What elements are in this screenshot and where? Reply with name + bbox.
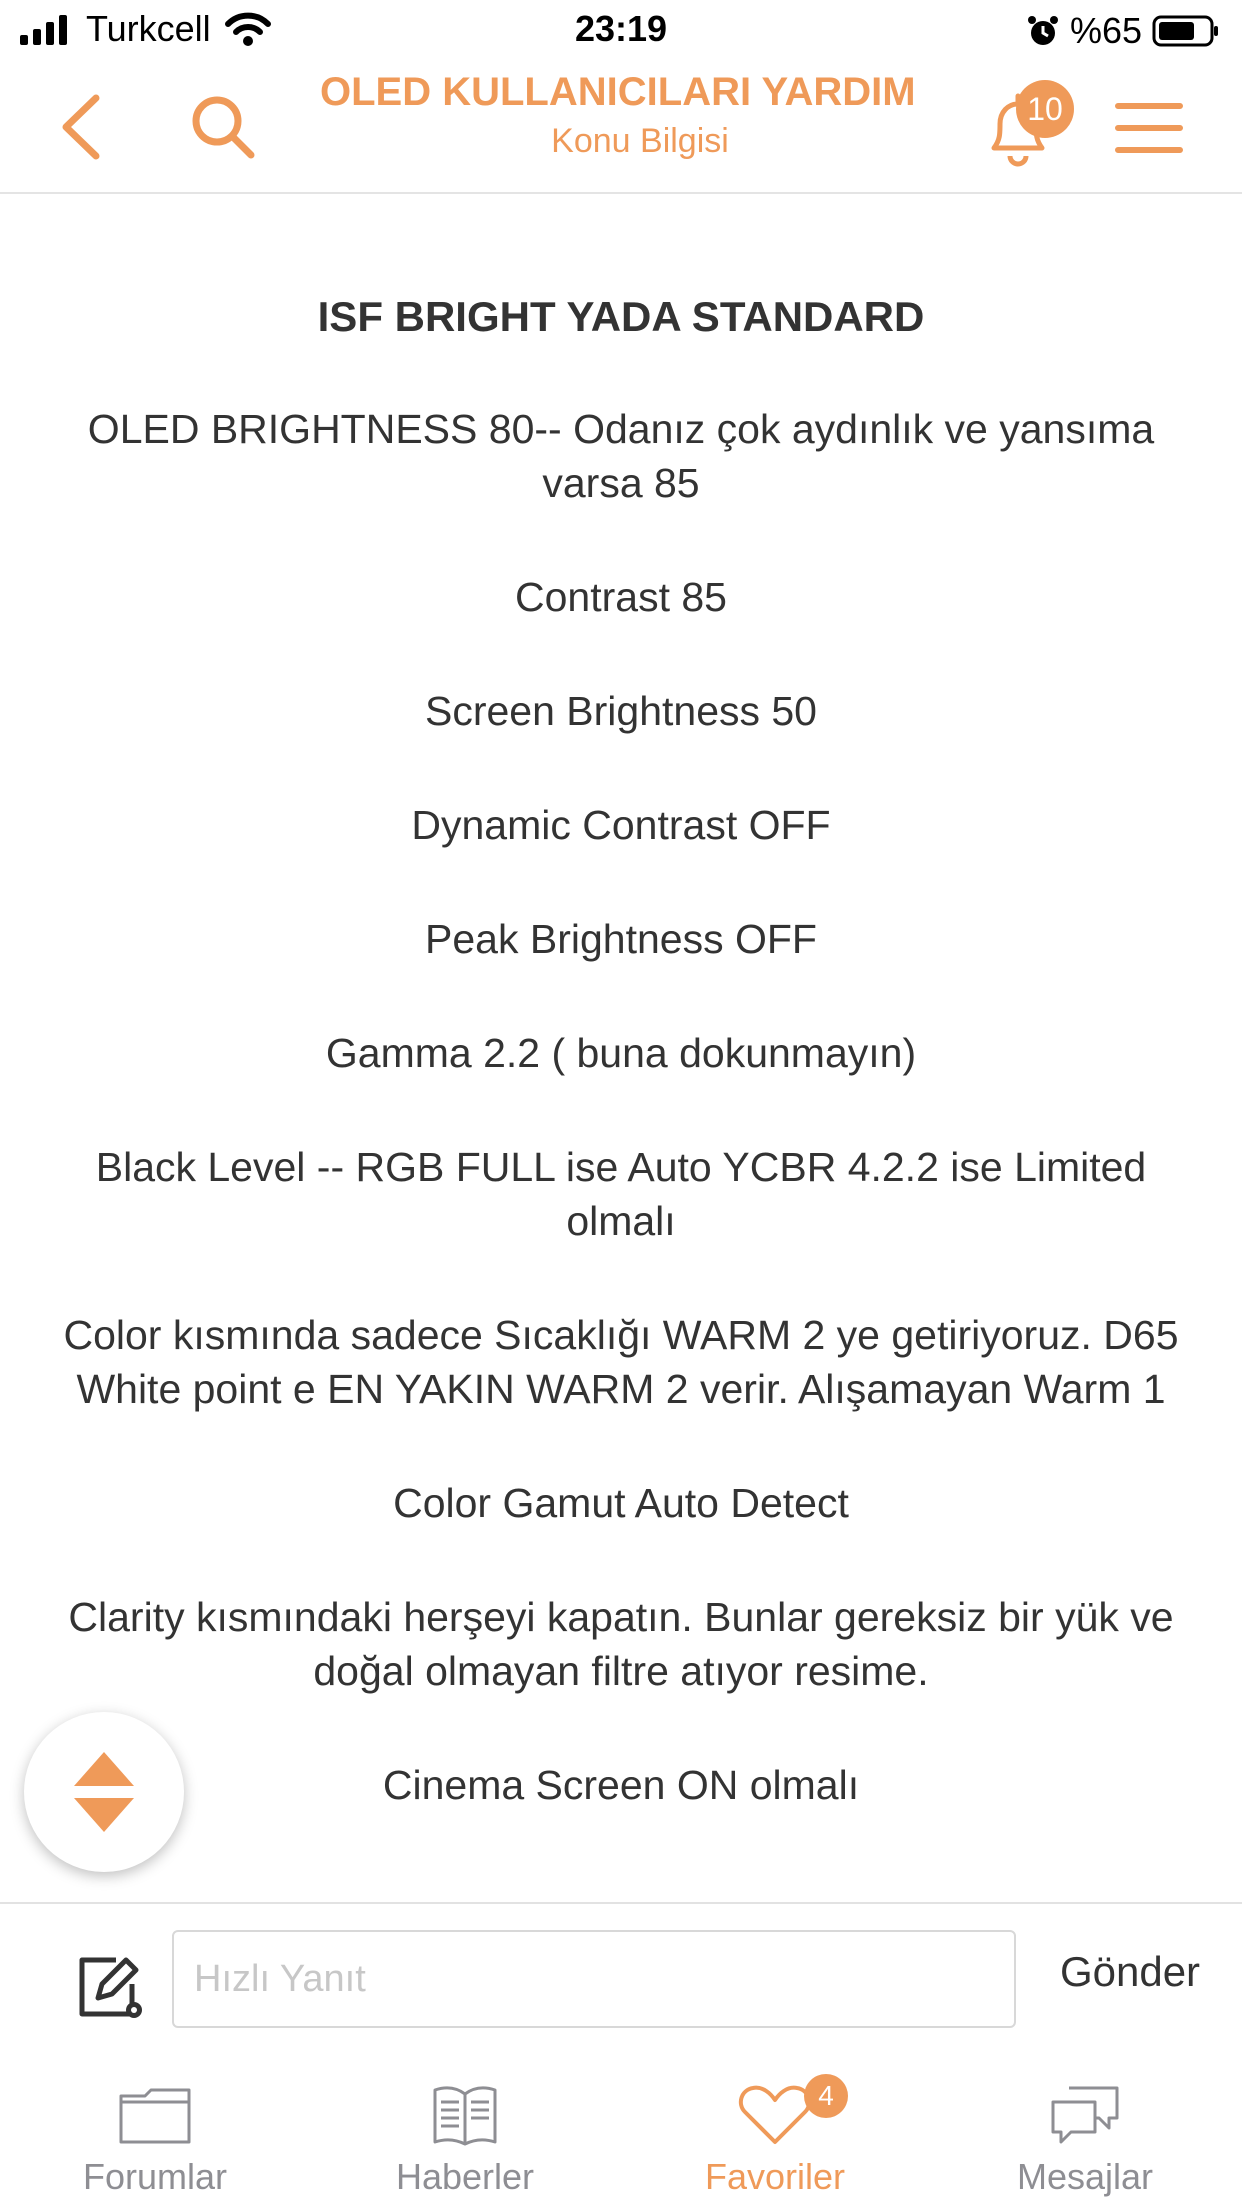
compose-settings-icon[interactable] (74, 1952, 148, 2022)
status-bar (0, 0, 1242, 62)
post-line: Clarity kısmındaki herşeyi kapatın. Bunlar gereksiz bir yük ve doğal olmayan filtre atıyor resime. (68, 1594, 1174, 1694)
post-lines (40, 402, 1202, 1812)
post-line: Peak Brightness OFF (425, 916, 817, 962)
battery-percent: %65 (1069, 10, 1142, 51)
newspaper-icon (425, 2082, 505, 2148)
thread-subtitle: Konu Bilgisi (551, 122, 729, 160)
chat-icon (1045, 2082, 1125, 2148)
back-chevron-icon[interactable] (52, 92, 112, 162)
search-icon[interactable] (188, 92, 258, 162)
tab-label: Mesajlar (1016, 2156, 1154, 2197)
scroll-toggle-button[interactable] (24, 1712, 184, 1872)
post-content (40, 290, 1202, 1872)
notification-badge[interactable]: 10 (1016, 80, 1074, 138)
tab-haberler[interactable] (310, 2062, 620, 2208)
hamburger-menu-icon[interactable] (1114, 98, 1184, 158)
post-line: Color kısmında sadece Sıcaklığı WARM 2 ye getiriyoruz. D65 White point e EN YAKIN WARM 2 verir. Alışamayan Warm 1 (63, 1312, 1179, 1412)
post-line: Color Gamut Auto Detect (393, 1480, 849, 1526)
tab-label: Forumlar (82, 2156, 228, 2197)
thread-title: OLED KULLANICILARI YARDIM (320, 70, 916, 114)
heart-icon (735, 2082, 815, 2148)
status-time: 23:19 (574, 8, 668, 49)
post-line: Screen Brightness 50 (424, 688, 817, 734)
send-button[interactable]: Gönder (1040, 1948, 1220, 1996)
quick-reply-input[interactable] (172, 1930, 1016, 2028)
status-right (1026, 10, 1220, 52)
favorites-badge: 4 (804, 2074, 848, 2118)
post-line: Contrast 85 (515, 574, 727, 620)
tab-forumlar[interactable] (0, 2062, 310, 2208)
tab-mesajlar[interactable] (930, 2062, 1240, 2208)
post-heading: ISF BRIGHT YADA STANDARD (317, 293, 925, 340)
tab-label: Favoriler (704, 2156, 846, 2197)
post-line: Black Level -- RGB FULL ise Auto YCBR 4.2.2 ise Limited olmalı (95, 1144, 1147, 1244)
tab-label: Haberler (395, 2156, 535, 2197)
scroll-arrows-icon (68, 1748, 140, 1836)
carrier-name: Turkcell (86, 8, 211, 49)
post-line: Cinema Screen ON olmalı (382, 1762, 860, 1808)
battery-icon (1152, 14, 1220, 48)
quick-reply-bar (0, 1902, 1242, 2064)
tab-favoriler[interactable] (620, 2062, 930, 2208)
alarm-icon (1026, 14, 1060, 48)
nav-bar (0, 62, 1242, 194)
post-line: Gamma 2.2 ( buna dokunmayın) (325, 1030, 917, 1076)
post-line: OLED BRIGHTNESS 80-- Odanız çok aydınlık ve yansıma varsa 85 (87, 406, 1155, 506)
tab-bar (0, 2062, 1242, 2208)
folder-icon (115, 2082, 195, 2148)
post-line: Dynamic Contrast OFF (411, 802, 831, 848)
